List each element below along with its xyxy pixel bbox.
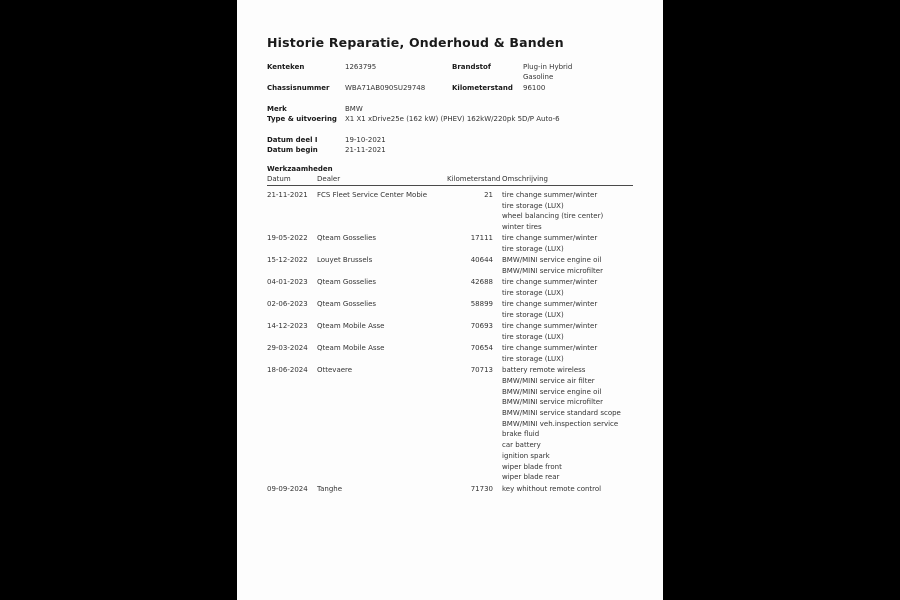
table-row [267,299,645,320]
row-omschrijving [493,365,645,483]
kenteken-label: Kenteken [267,63,305,71]
row-kilometerstand: 71730 [470,484,493,493]
omschrijving-line: tire change summer/winter [502,344,598,353]
omschrijving-line: tire change summer/winter [502,190,598,199]
row-datum: 04-01-2023 [267,278,308,287]
brandstof-label: Brandstof [452,63,491,71]
row-datum: 19-05-2022 [267,234,308,243]
omschrijving-line: BMW/MINI service engine oil [502,387,602,396]
row-dealer: Qteam Gosselies [317,278,377,287]
datum-begin-value: 21-11-2021 [345,146,386,155]
omschrijving-line: wiper blade rear [502,473,560,482]
row-dealer: Louyet Brussels [317,256,373,265]
row-dealer: Qteam Mobile Asse [317,322,385,331]
info-row-type [267,114,645,124]
row-omschrijving [493,484,645,495]
omschrijving-line: winter tires [502,222,542,231]
row-datum: 02-06-2023 [267,300,308,309]
datum-begin-label: Datum begin [267,146,318,155]
letterbox-right [663,0,900,600]
omschrijving-line: tire storage (LUX) [502,354,564,363]
report-content [237,0,663,494]
row-kilometerstand: 17111 [470,234,493,243]
table-row [267,255,645,276]
omschrijving-line: BMW/MINI service standard scope [502,409,621,418]
table-header [267,175,633,186]
row-omschrijving [493,255,645,276]
brandstof-line1: Plug-in Hybrid [523,63,573,71]
row-datum: 21-11-2021 [267,190,308,199]
omschrijving-line: tire change summer/winter [502,322,598,331]
omschrijving-line: ignition spark [502,451,550,460]
werkzaamheden-table [267,175,645,494]
report-page [237,0,663,600]
row-kilometerstand: 40644 [470,256,493,265]
omschrijving-line: brake fluid [502,430,540,439]
row-kilometerstand: 70713 [470,366,493,375]
chassisnummer-label: Chassisnummer [267,83,330,92]
row-omschrijving [493,343,645,364]
omschrijving-line: wiper blade front [502,462,562,471]
kilometerstand-label: Kilometerstand [452,83,513,92]
row-dealer: Qteam Gosselies [317,300,377,309]
row-dealer: Qteam Mobile Asse [317,344,385,353]
column-header-dealer: Dealer [317,174,341,183]
omschrijving-line: tire storage (LUX) [502,310,564,319]
omschrijving-line: BMW/MINI service engine oil [502,256,602,265]
row-datum: 09-09-2024 [267,484,308,493]
row-kilometerstand: 58899 [470,300,493,309]
omschrijving-line: BMW/MINI veh.inspection service [502,419,619,428]
row-datum: 29-03-2024 [267,344,308,353]
table-row [267,321,645,342]
row-dealer: Tanghe [317,484,343,493]
omschrijving-line: BMW/MINI service microfilter [502,398,603,407]
omschrijving-line: wheel balancing (tire center) [502,212,604,221]
row-omschrijving [493,321,645,342]
datum-deel-label: Datum deel I [267,136,318,145]
info-row-datum-deel [267,135,645,145]
omschrijving-line: battery remote wireless [502,366,586,375]
omschrijving-line: tire change summer/winter [502,234,598,243]
row-kilometerstand: 42688 [470,278,493,287]
brandstof-line2: Gasoline [523,73,554,82]
merk-label: Merk [267,104,287,113]
table-row [267,190,645,233]
omschrijving-line: tire storage (LUX) [502,201,564,210]
omschrijving-line: tire change summer/winter [502,300,598,309]
omschrijving-line: tire storage (LUX) [502,244,564,253]
info-row-datum-begin [267,145,645,155]
info-row-merk [267,104,645,114]
merk-value: BMW [345,104,363,113]
page-title: Historie Reparatie, Onderhoud & Banden [267,35,564,50]
kenteken-value: 1263795 [345,63,377,71]
vehicle-info [267,62,645,156]
info-row-chassis-km [267,83,645,93]
brandstof-value [523,62,645,83]
kilometerstand-value: 96100 [523,83,546,92]
letterbox-left [0,0,237,600]
table-row [267,365,645,483]
omschrijving-line: tire storage (LUX) [502,332,564,341]
row-kilometerstand: 70693 [470,322,493,331]
row-datum: 14-12-2023 [267,322,308,331]
row-dealer: Ottevaere [317,366,353,375]
chassisnummer-value: WBA71AB090SU29748 [345,83,426,92]
row-kilometerstand: 70654 [470,344,493,353]
column-header-omschrijving: Omschrijving [502,174,548,183]
werkzaamheden-heading: Werkzaamheden [267,164,333,173]
omschrijving-line: key whithout remote control [502,484,602,493]
type-label: Type & uitvoering [267,115,337,124]
table-row [267,233,645,254]
omschrijving-line: BMW/MINI service air filter [502,376,595,385]
omschrijving-line: car battery [502,441,541,450]
omschrijving-line: BMW/MINI service microfilter [502,266,603,275]
row-kilometerstand: 21 [484,190,493,199]
row-dealer: Qteam Gosselies [317,234,377,243]
row-omschrijving [493,277,645,298]
column-header-datum: Datum [267,174,291,183]
omschrijving-line: tire change summer/winter [502,278,598,287]
datum-deel-value: 19-10-2021 [345,136,386,145]
row-omschrijving [493,190,645,233]
werkzaamheden-rows [267,190,645,494]
row-omschrijving [493,299,645,320]
table-row [267,343,645,364]
column-header-kilometerstand: Kilometerstand [447,174,501,183]
type-value: X1 X1 xDrive25e (162 kW) (PHEV) 162kW/220pk 5D/P Auto-6 [345,115,560,124]
row-dealer: FCS Fleet Service Center Mobie [317,190,428,199]
info-row-kenteken-brandstof [267,62,645,83]
table-row [267,484,645,495]
row-datum: 18-06-2024 [267,366,308,375]
row-datum: 15-12-2022 [267,256,308,265]
omschrijving-line: tire storage (LUX) [502,288,564,297]
table-row [267,277,645,298]
row-omschrijving [493,233,645,254]
